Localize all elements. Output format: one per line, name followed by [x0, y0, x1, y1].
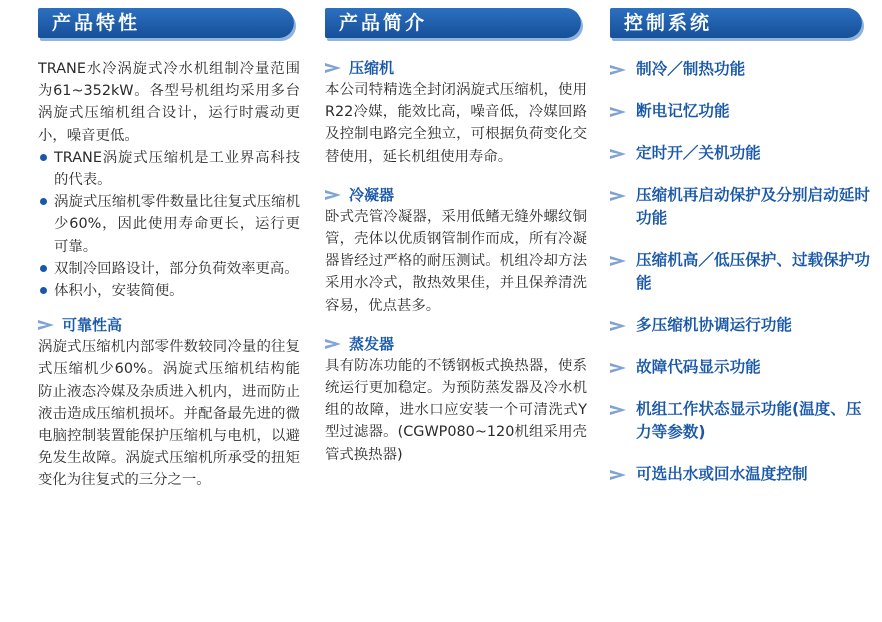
bullet-dot-icon	[40, 198, 47, 205]
bullet-item: 涡旋式压缩机零件数量比往复式压缩机少60%，因此使用寿命更长，运行更可靠。	[38, 191, 300, 258]
product-intro-column	[325, 0, 587, 466]
evaporator-text: 具有防冻功能的不锈钢板式换热器，使系统运行更加稳定。为预防蒸发器及冷水机组的故障，进水口应安装一个可清洗式Y型过滤器。(CGWP080~120机组采用壳管式换热器)	[325, 357, 587, 463]
evaporator-subheading: 蒸发器	[325, 333, 587, 355]
arrow-bullet-icon	[325, 190, 341, 200]
bullet-dot-icon	[40, 154, 47, 161]
bullet-dot-icon	[40, 265, 47, 272]
features-intro: TRANE水冷涡旋式冷水机组制冷量范围为61~352kW。各型号机组均采用多台涡旋式压缩机组合设计，运行时震动更小，噪音更低。	[38, 61, 300, 144]
reliability-subheading: 可靠性高	[38, 314, 300, 336]
control-feature-item: 可选出水或回水温度控制	[610, 463, 876, 486]
arrow-bullet-icon	[610, 107, 626, 117]
reliability-text: 涡旋式压缩机内部零件数较同冷量的往复式压缩机少60%。涡旋式压缩机结构能防止液态冷媒及杂质进入机内，进而防止液击造成压缩机损坏。并配备最先进的微电脑控制装置能保护压缩机与电机，以避免发生故障。涡旋式压缩机所承受的扭矩变化为往复式的三分之一。	[38, 339, 300, 489]
product-intro-title: 产品简介	[339, 12, 428, 34]
control-feature-item: 压缩机高／低压保护、过载保护功能	[610, 249, 876, 295]
arrow-bullet-icon	[610, 191, 626, 201]
control-feature-item: 多压缩机协调运行功能	[610, 314, 876, 337]
arrow-bullet-icon	[610, 149, 626, 159]
control-feature-item: 故障代码显示功能	[610, 356, 876, 379]
control-feature-item: 定时开／关机功能	[610, 142, 876, 165]
control-system-header	[610, 8, 862, 38]
compressor-subheading: 压缩机	[325, 57, 587, 79]
bullet-item: 双制冷回路设计，部分负荷效率更高。	[38, 258, 300, 280]
condenser-subheading: 冷凝器	[325, 184, 587, 206]
arrow-bullet-icon	[610, 470, 626, 480]
control-feature-item: 断电记忆功能	[610, 100, 876, 123]
control-feature-item: 机组工作状态显示功能(温度、压力等参数)	[610, 398, 876, 444]
arrow-bullet-icon	[38, 320, 54, 330]
condenser-text: 卧式壳管冷凝器，采用低鳍无缝外螺纹铜管，壳体以优质钢管制作而成，所有冷凝器皆经过严格的耐压测试。机组冷却方法采用水冷式，散热效果佳，并且保养清洗容易，优点甚多。	[325, 208, 587, 314]
arrow-bullet-icon	[325, 63, 341, 73]
product-intro-header	[325, 8, 581, 38]
product-features-title: 产品特性	[52, 12, 141, 34]
control-feature-item: 压缩机再启动保护及分别启动延时功能	[610, 184, 876, 230]
product-features-column	[38, 0, 300, 492]
features-bullet-list	[38, 147, 300, 302]
arrow-bullet-icon	[610, 363, 626, 373]
arrow-bullet-icon	[610, 256, 626, 266]
arrow-bullet-icon	[610, 405, 626, 415]
control-system-title: 控制系统	[624, 12, 713, 34]
product-features-header	[38, 8, 294, 38]
arrow-bullet-icon	[610, 65, 626, 75]
arrow-bullet-icon	[610, 321, 626, 331]
control-system-column	[610, 0, 876, 486]
arrow-bullet-icon	[325, 339, 341, 349]
bullet-dot-icon	[40, 287, 47, 294]
control-feature-item: 制冷／制热功能	[610, 58, 876, 81]
compressor-text: 本公司特精选全封闭涡旋式压缩机，使用R22冷媒，能效比高，噪音低，冷媒回路及控制电路完全独立，可根据负荷变化交替使用，延长机组使用寿命。	[325, 82, 587, 165]
bullet-item: TRANE涡旋式压缩机是工业界高科技的代表。	[38, 147, 300, 191]
bullet-item: 体积小，安装简便。	[38, 280, 300, 302]
